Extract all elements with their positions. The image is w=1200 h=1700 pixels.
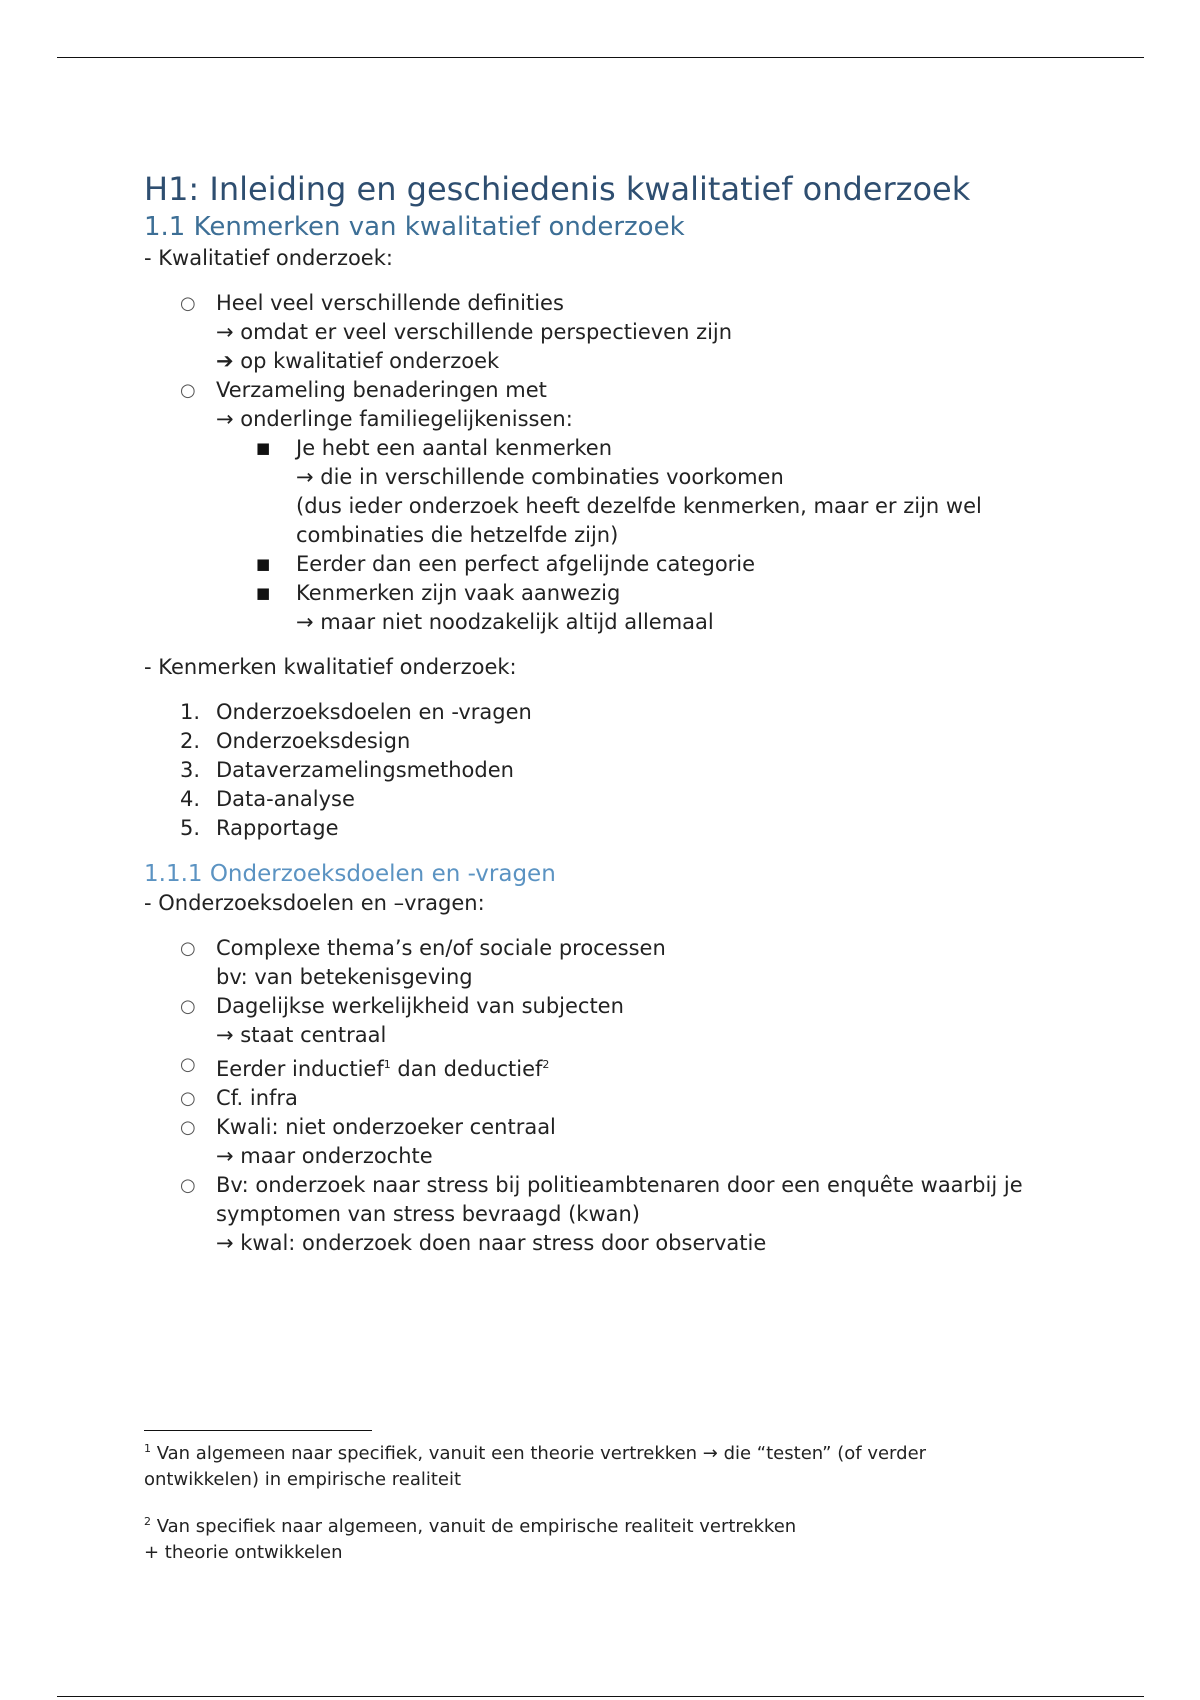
- circle-bullet-icon: ○: [180, 1117, 196, 1138]
- section-b-intro: - Kenmerken kwalitatief onderzoek:: [144, 655, 517, 679]
- list-item-continuation: ➔ op kwalitatief onderzoek: [216, 349, 500, 373]
- section-c-list: [144, 934, 1064, 1258]
- footer-rule: [57, 1696, 1144, 1697]
- heading-1: H1: Inleiding en geschiedenis kwalitatief onderzoek: [144, 170, 971, 208]
- footnote-ref-1[interactable]: 1: [383, 1058, 391, 1071]
- section-c-intro: - Onderzoeksdoelen en –vragen:: [144, 891, 485, 915]
- circle-bullet-icon: ○: [180, 938, 196, 959]
- square-bullet-icon: ■: [256, 555, 271, 573]
- section-b-list: [144, 698, 1064, 843]
- list-item: ○ Complexe thema’s en/of sociale processen: [144, 934, 1064, 963]
- list-item: ○ Cf. infra: [144, 1084, 1064, 1113]
- numbered-item: 3. Dataverzamelingsmethoden: [180, 758, 514, 782]
- list-item-continuation: → staat centraal: [216, 1023, 387, 1047]
- list-item-continuation: → maar onderzochte: [216, 1144, 433, 1168]
- numbered-item: 1. Onderzoeksdoelen en -vragen: [180, 700, 532, 724]
- list-item: ○ Eerder inductief$^1$ dan deductief$^2$: [144, 1050, 1064, 1084]
- square-bullet-icon: ■: [256, 439, 271, 457]
- circle-bullet-icon: ○: [180, 996, 196, 1017]
- circle-bullet-icon: ○: [180, 1175, 196, 1196]
- sub-list-item: ■ Je hebt een aantal kenmerken: [144, 434, 1064, 463]
- sub-list-item-continuation: (dus ieder onderzoek heeft dezelfde kenmerken, maar er zijn wel combinaties die hetzelfde zijn): [296, 494, 982, 547]
- circle-bullet-icon: ○: [180, 1054, 196, 1075]
- footnote-2: $^2$ Van specifiek naar algemeen, vanuit de empirische realiteit vertrekken + theorie ontwikkelen: [144, 1515, 797, 1563]
- list-item: ○ Bv: onderzoek naar stress bij politieambtenaren door een enquête waarbij je symptomen van stress bevraagd (kwan): [180, 1173, 1023, 1226]
- numbered-item: 5. Rapportage: [180, 816, 339, 840]
- circle-bullet-icon: ○: [180, 1088, 196, 1109]
- circle-bullet-icon: ○: [180, 293, 196, 314]
- list-item: ○ Kwali: niet onderzoeker centraal: [144, 1113, 1064, 1142]
- footnotes: [144, 1436, 1044, 1566]
- list-item: ○ Dagelijkse werkelijkheid van subjecten: [144, 992, 1064, 1021]
- sub-list-item: ■ Kenmerken zijn vaak aanwezig: [144, 579, 1064, 608]
- list-item: ○ Heel veel verschillende definities: [144, 289, 1064, 318]
- list-item-continuation: → onderlinge familiegelijkenissen:: [216, 407, 573, 431]
- heading-2: 1.1 Kenmerken van kwalitatief onderzoek: [144, 212, 685, 242]
- section-a-intro: - Kwalitatief onderzoek:: [144, 246, 393, 270]
- circle-bullet-icon: ○: [180, 380, 196, 401]
- heading-3: 1.1.1 Onderzoeksdoelen en -vragen: [144, 861, 556, 887]
- footnote-1: $^1$ Van algemeen naar specifiek, vanuit een theorie vertrekken → die “testen” (of verder ontwikkelen) in empirische realiteit: [144, 1442, 927, 1490]
- document-body: [144, 168, 1064, 1258]
- numbered-item: 2. Onderzoeksdesign: [180, 729, 411, 753]
- numbered-item: 4. Data-analyse: [180, 787, 355, 811]
- footnote-ref-2[interactable]: 2: [542, 1058, 550, 1071]
- list-item: ○ Verzameling benaderingen met: [144, 376, 1064, 405]
- square-bullet-icon: ■: [256, 584, 271, 602]
- sub-list-item-continuation: → die in verschillende combinaties voorkomen: [296, 465, 784, 489]
- header-rule: [57, 57, 1144, 58]
- footnote-separator: [144, 1430, 372, 1431]
- sub-list-item-continuation: → maar niet noodzakelijk altijd allemaal: [296, 610, 714, 634]
- list-item-continuation: → kwal: onderzoek doen naar stress door observatie: [216, 1231, 767, 1255]
- sub-list-item: ■ Eerder dan een perfect afgelijnde categorie: [144, 550, 1064, 579]
- section-a-list: [144, 289, 1064, 637]
- list-item-continuation: → omdat er veel verschillende perspectieven zijn: [216, 320, 733, 344]
- list-item-continuation: bv: van betekenisgeving: [216, 965, 473, 989]
